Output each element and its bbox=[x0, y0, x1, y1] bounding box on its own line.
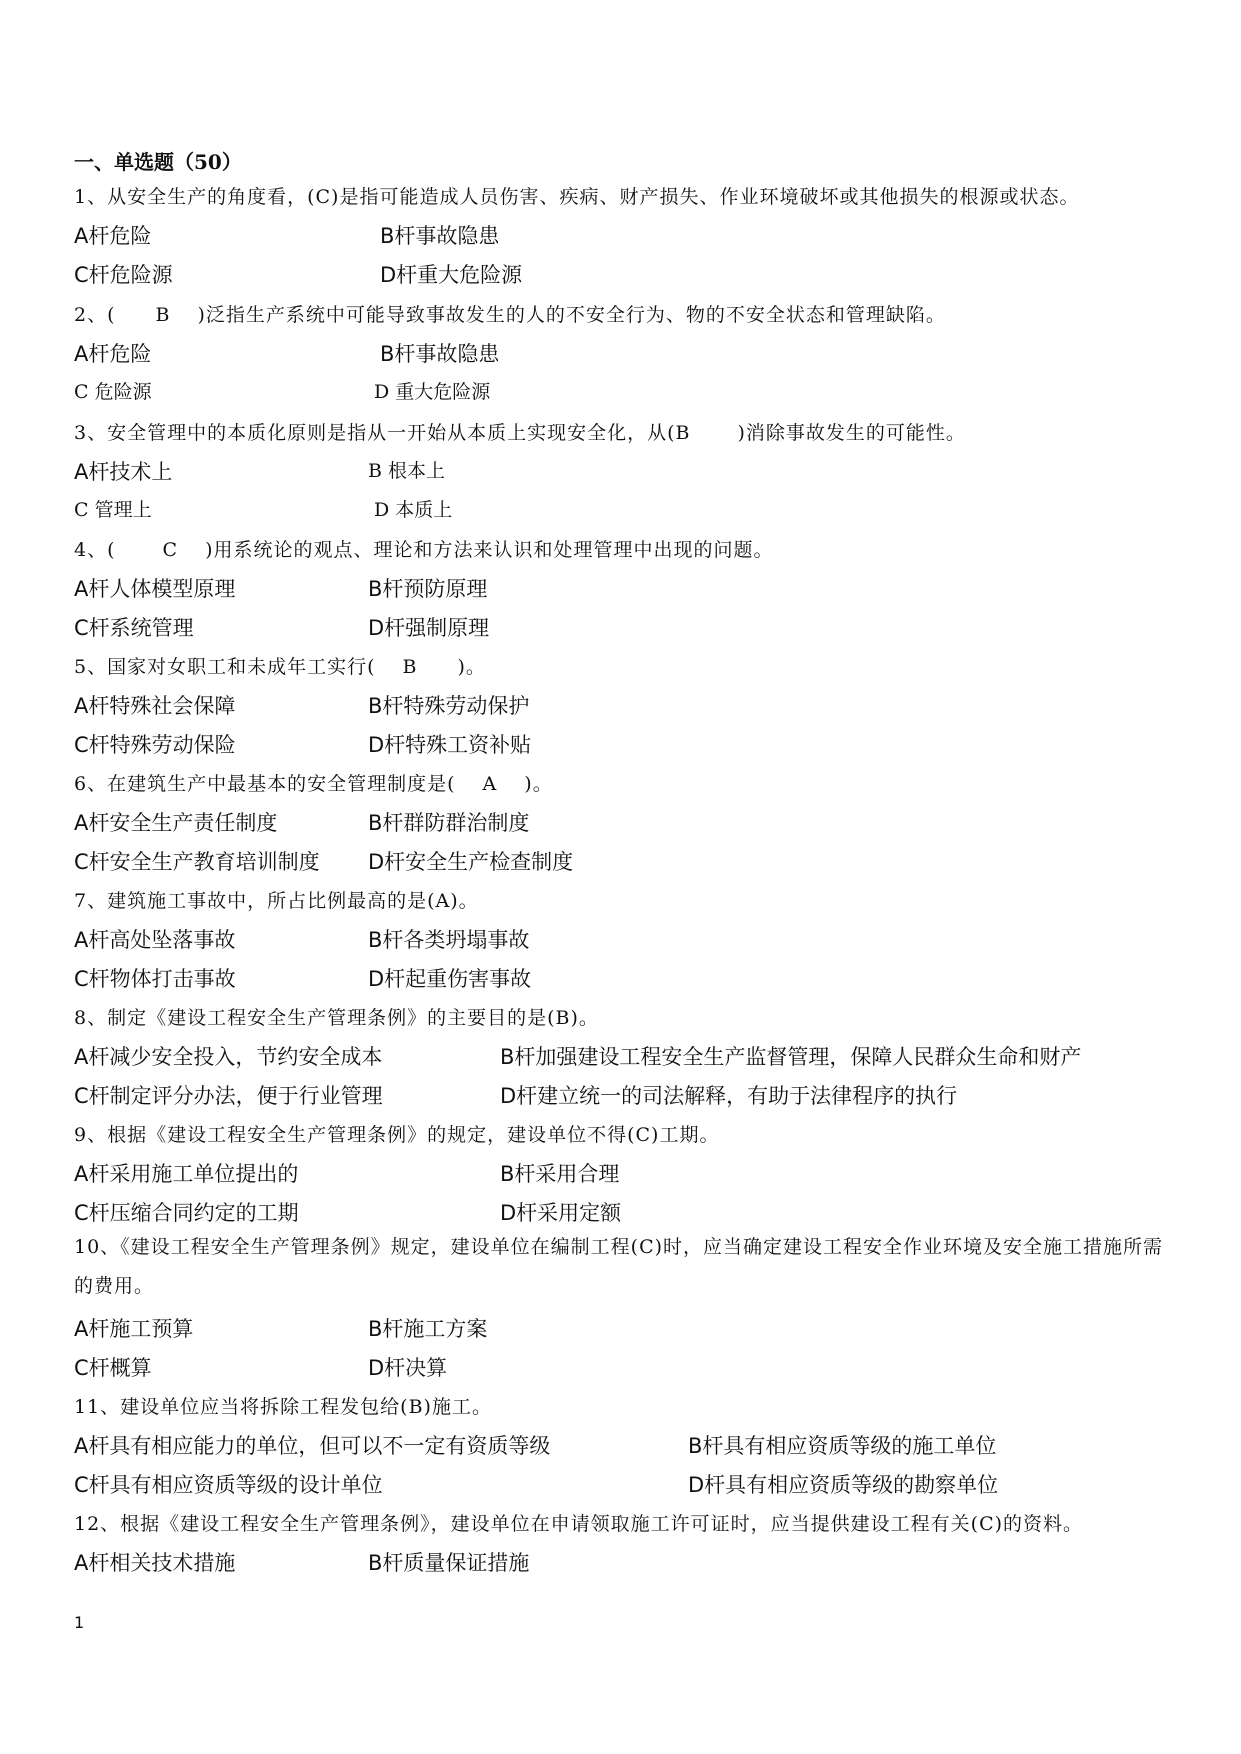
option-d: D 本质上 bbox=[374, 499, 453, 521]
option-b: B杆群防群治制度 bbox=[368, 811, 530, 835]
option-a: A杆施工预算 bbox=[74, 1317, 194, 1341]
question-text: 4、( C )用系统论的观点、理论和方法来认识和处理管理中出现的问题。 bbox=[74, 539, 774, 561]
option-b: B杆事故隐患 bbox=[380, 224, 500, 248]
option-c: C杆物体打击事故 bbox=[74, 967, 236, 991]
option-b: B杆质量保证措施 bbox=[368, 1551, 530, 1575]
option-c: C杆压缩合同约定的工期 bbox=[74, 1201, 299, 1225]
question-text: 5、国家对女职工和未成年工实行( B )。 bbox=[74, 656, 486, 678]
option-d: D杆起重伤害事故 bbox=[368, 967, 532, 991]
option-d: D杆决算 bbox=[368, 1356, 448, 1380]
option-c: C杆制定评分办法，便于行业管理 bbox=[74, 1084, 383, 1108]
option-b: B杆事故隐患 bbox=[380, 342, 500, 366]
option-d: D杆建立统一的司法解释，有助于法律程序的执行 bbox=[500, 1084, 958, 1108]
question-text: 12、根据《建设工程安全生产管理条例》，建设单位在申请领取施工许可证时，应当提供建设工程有关(C)的资料。 bbox=[74, 1513, 1084, 1535]
option-c: C 危险源 bbox=[74, 381, 152, 403]
question-text: 7、建筑施工事故中，所占比例最高的是(A)。 bbox=[74, 890, 479, 912]
option-a: A杆危险 bbox=[74, 224, 152, 248]
option-c: C杆具有相应资质等级的设计单位 bbox=[74, 1473, 383, 1497]
option-d: D 重大危险源 bbox=[374, 381, 491, 403]
option-c: C 管理上 bbox=[74, 499, 152, 521]
option-d: D杆重大危险源 bbox=[380, 263, 523, 287]
option-a: A杆人体模型原理 bbox=[74, 577, 236, 601]
option-c: C杆系统管理 bbox=[74, 616, 194, 640]
option-b: B杆采用合理 bbox=[500, 1162, 620, 1186]
option-d: D杆特殊工资补贴 bbox=[368, 733, 532, 757]
option-a: A杆危险 bbox=[74, 342, 152, 366]
question-text: 3、安全管理中的本质化原则是指从一开始从本质上实现安全化，从(B )消除事故发生的可能性。 bbox=[74, 422, 966, 444]
page-number: 1 bbox=[74, 1613, 85, 1632]
option-a: A杆减少安全投入，节约安全成本 bbox=[74, 1045, 383, 1069]
option-d: D杆安全生产检查制度 bbox=[368, 850, 574, 874]
option-b: B杆具有相应资质等级的施工单位 bbox=[688, 1434, 997, 1458]
option-d: D杆具有相应资质等级的勘察单位 bbox=[688, 1473, 999, 1497]
option-b: B杆施工方案 bbox=[368, 1317, 488, 1341]
option-b: B杆各类坍塌事故 bbox=[368, 928, 530, 952]
option-c: C杆特殊劳动保险 bbox=[74, 733, 236, 757]
option-a: A杆具有相应能力的单位，但可以不一定有资质等级 bbox=[74, 1434, 551, 1458]
option-b: B 根本上 bbox=[368, 460, 446, 482]
question-text: 11、建设单位应当将拆除工程发包给(B)施工。 bbox=[74, 1396, 492, 1418]
option-a: A杆安全生产责任制度 bbox=[74, 811, 278, 835]
option-d: D杆强制原理 bbox=[368, 616, 490, 640]
option-a: A杆高处坠落事故 bbox=[74, 928, 236, 952]
question-text: 6、在建筑生产中最基本的安全管理制度是( A )。 bbox=[74, 773, 553, 795]
option-c: C杆安全生产教育培训制度 bbox=[74, 850, 320, 874]
option-c: C杆危险源 bbox=[74, 263, 173, 287]
question-text: 8、制定《建设工程安全生产管理条例》的主要目的是(B)。 bbox=[74, 1007, 599, 1029]
option-b: B杆预防原理 bbox=[368, 577, 488, 601]
section-title: 一、单选题（50） bbox=[74, 150, 242, 174]
option-a: A杆采用施工单位提出的 bbox=[74, 1162, 299, 1186]
option-a: A杆相关技术措施 bbox=[74, 1551, 236, 1575]
question-text: 2、( B )泛指生产系统中可能导致事故发生的人的不安全行为、物的不安全状态和管理缺陷。 bbox=[74, 304, 946, 326]
option-a: A杆技术上 bbox=[74, 460, 173, 484]
option-b: B杆加强建设工程安全生产监督管理，保障人民群众生命和财产 bbox=[500, 1045, 1082, 1069]
question-text: 10、《建设工程安全生产管理条例》规定，建设单位在编制工程(C)时，应当确定建设工程安全作业环境及安全施工措施所需的费用。 bbox=[74, 1236, 1164, 1297]
option-a: A杆特殊社会保障 bbox=[74, 694, 236, 718]
option-b: B杆特殊劳动保护 bbox=[368, 694, 530, 718]
question-text: 1、从安全生产的角度看，(C)是指可能造成人员伤害、疾病、财产损失、作业环境破坏或其他损失的根源或状态。 bbox=[74, 186, 1080, 208]
option-d: D杆采用定额 bbox=[500, 1201, 622, 1225]
option-c: C杆概算 bbox=[74, 1356, 152, 1380]
question-text: 9、根据《建设工程安全生产管理条例》的规定，建设单位不得(C)工期。 bbox=[74, 1124, 720, 1146]
